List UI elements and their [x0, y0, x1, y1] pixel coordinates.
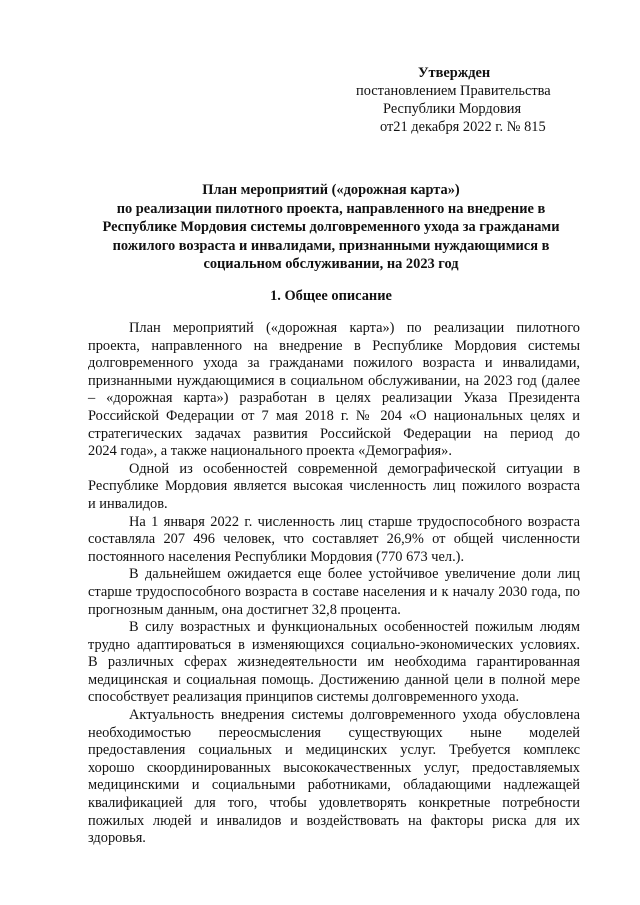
document-title [88, 181, 574, 274]
approval-line-3: Республики Мордовия [383, 101, 522, 117]
paragraph-line: здоровья. [88, 830, 146, 847]
paragraph-line: признанными нуждающимися в социальном обслуживании, на 2023 год (далее [88, 372, 580, 389]
paragraph [88, 514, 580, 567]
paragraph-line: пожилых людей и инвалидов и воздействовать на факторы риска для их [88, 812, 580, 829]
paragraph [88, 461, 580, 514]
title-line: Республике Мордовия системы долговременного ухода за гражданами [102, 219, 560, 235]
paragraph-line: Актуальность внедрения системы долговременного ухода обусловлена [129, 707, 580, 724]
approval-line-2: постановлением Правительства [356, 83, 551, 99]
paragraph-line: На 1 января 2022 г. численность лиц старше трудоспособного возраста [129, 513, 580, 530]
paragraph-line: старше трудоспособного возраста в составе населения и к началу 2030 года, по [88, 583, 580, 600]
paragraph-line: 2024 года», а также национального проекта «Демография». [88, 443, 452, 460]
section-heading: 1. Общее описание [270, 288, 392, 304]
paragraph-line: квалификацией для того, чтобы удовлетворять конкретные потребности [88, 795, 580, 812]
paragraph-line: медицинская и социальная помощь. Достижению данной цели в полной мере [88, 671, 580, 688]
paragraph [88, 566, 580, 619]
paragraph-line: – «дорожная карта») разработан в целях реализации Указа Президента [88, 390, 580, 407]
paragraph-line: и инвалидов. [88, 495, 168, 512]
approval-block [340, 64, 580, 136]
paragraph-line: необходимостью переосмысления существующих ныне моделей [88, 724, 580, 741]
paragraph-line: долговременного ухода за гражданами пожилого возраста и инвалидами, [88, 355, 580, 372]
body-text [88, 320, 580, 848]
paragraph [88, 320, 580, 461]
paragraph-line: Республике Мордовия является высокая численность лиц пожилого возраста [88, 478, 580, 495]
title-line: пожилого возраста и инвалидами, признанными нуждающимися в [112, 237, 550, 254]
title-line: социальном обслуживании, на 2023 год [203, 256, 459, 272]
paragraph-line: постоянного населения Республики Мордовия (770 673 чел.). [88, 548, 465, 565]
paragraph-line: В силу возрастных и функциональных особенностей пожилым людям [129, 619, 580, 636]
paragraph-line: Одной из особенностей современной демографической ситуации в [129, 460, 580, 477]
paragraph [88, 707, 580, 848]
title-line: План мероприятий («дорожная карта») [202, 182, 460, 198]
paragraph-line: План мероприятий («дорожная карта») по реализации пилотного [129, 320, 580, 336]
paragraph-line: предоставления социальных и медицинских услуг. Требуется комплекс [88, 742, 580, 759]
paragraph-line: прогнозным данным, она достигнет 32,8 процента. [88, 601, 401, 618]
paragraph-line: хорошо скоординированных высококачественных услуг, предоставляемых [88, 759, 580, 776]
paragraph-line: составляла 207 496 человек, что составляет 26,9% от общей численности [88, 531, 580, 548]
paragraph-line: В различных сферах жизнедеятельности им необходима гарантированная [88, 654, 580, 671]
paragraph [88, 619, 580, 707]
approval-line-4: от21 декабря 2022 г. № 815 [380, 119, 546, 135]
paragraph-line: В дальнейшем ожидается еще более устойчивое увеличение доли лиц [129, 566, 580, 583]
paragraph-line: трудно адаптироваться в изменяющихся социально-экономических условиях. [88, 636, 580, 653]
paragraph-line: медицинскими и социальными работниками, обладающими надлежащей [88, 777, 580, 794]
paragraph-line: Российской Федерации от 7 мая 2018 г. № 204 «О национальных целях и [88, 407, 580, 424]
paragraph-line: проекта, направленного на внедрение в Республике Мордовия системы [88, 337, 580, 354]
paragraph-line: способствует реализация принципов системы долговременного ухода. [88, 689, 520, 706]
paragraph-line: стратегических задачах развития Российской Федерации на период до [88, 425, 580, 442]
title-line: по реализации пилотного проекта, направленного на внедрение в [116, 200, 546, 217]
approval-title: Утвержден [418, 65, 491, 81]
